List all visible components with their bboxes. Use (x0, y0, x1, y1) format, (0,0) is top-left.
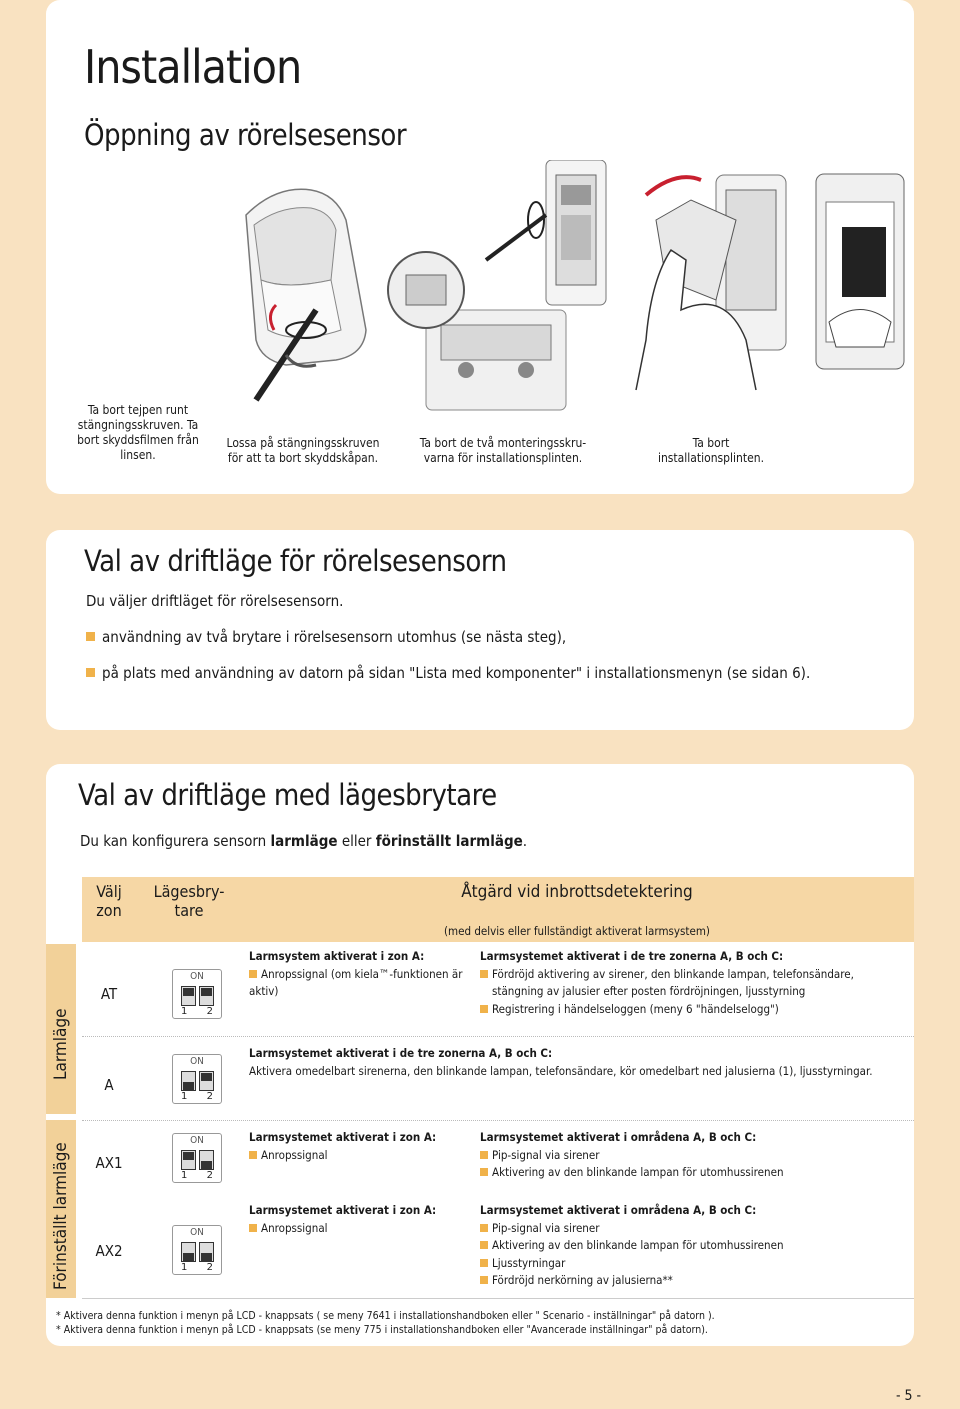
switch-intro: Du kan konfigurera sensorn larmläge eller förinställt larmläge. (80, 832, 528, 850)
board-illustration (466, 160, 641, 310)
header-col-action-sub: (med delvis eller fullständigt aktiverat larmsystem) (444, 924, 710, 938)
bullet-icon (86, 632, 95, 641)
mode-bullet-1: användning av två brytare i rörelsesensorn utomhus (se nästa steg), (86, 628, 566, 646)
installation-panel (46, 0, 914, 494)
mode-bullet-2: på plats med användning av datorn på sidan "Lista med komponenter" i installationsmenyn (se sidan 6). (86, 664, 810, 682)
zone-at: AT (100, 985, 118, 1003)
footnote-2: * Aktivera denna funktion i menyn på LCD - knappsats (se meny 775 i installationshandboken eller "Avancerade inställningar" på datorn). (56, 1324, 708, 1336)
plinth-illustration (814, 172, 906, 372)
separator (82, 1036, 914, 1037)
row-ax1-left: Larmsystemet aktiverat i zon A: Anropssignal (249, 1130, 437, 1162)
hand-illustration (626, 160, 796, 400)
section-title-opening: Öppning av rörelsesensor (84, 118, 407, 152)
dip-switch-a: ON 1 2 (172, 1054, 222, 1104)
group-label-alarm: Larmläge (51, 1008, 71, 1080)
separator (82, 1120, 914, 1121)
row-at-left: Larmsystem aktiverat i zon A: Anropssignal (om kiela™-funktionen är aktiv) (249, 949, 463, 998)
zone-ax2: AX2 (95, 1242, 123, 1260)
row-ax2-left: Larmsystemet aktiverat i zon A: Anropssignal (249, 1203, 437, 1235)
caption-step-1: Ta bort tejpen runt stängningsskruven. Ta bort skyddsfilmen från linsen. (77, 403, 199, 462)
row-at-right: Larmsystemet aktiverat i de tre zonerna A, B och C: Fördröjd aktivering av sirener, den blinkande lampan, telefonsändare, stängning av jalusier efter posten fördröjningen, ljusstyrning Registrering i händelseloggen (meny 6 "händelselogg") (480, 949, 854, 1016)
dip-switch-ax2: ON 1 2 (172, 1225, 222, 1275)
caption-step-2: Lossa på stängningsskruven för att ta bort skyddskåpan. (226, 436, 380, 465)
group-label-preset: Förinställt larmläge (51, 1142, 71, 1290)
mode-selection-panel (46, 530, 914, 730)
row-ax1-right: Larmsystemet aktiverat i områdena A, B och C: Pip-signal via sirener Aktivering av den blinkande lampan för utomhussirenen (480, 1130, 784, 1179)
section-title-mode: Val av driftläge för rörelsesensorn (84, 544, 507, 578)
row-a-text: Larmsystemet aktiverat i de tre zonerna A, B och C: Aktivera omedelbart sirenerna, den blinkande lampan, telefonsändare, kör omedelbart ned jalusierna (1), ljusstyrningar. (249, 1046, 873, 1078)
header-col-switch: Lägesbry-tare (153, 882, 225, 920)
separator (82, 1298, 914, 1299)
zone-a: A (104, 1076, 114, 1094)
dip-switch-at: ON 1 2 (172, 969, 222, 1019)
bullet-icon (86, 668, 95, 677)
caption-step-4: Ta bort installationsplinten. (657, 436, 765, 465)
page-number: - 5 - (896, 1388, 922, 1404)
header-col-action: Åtgärd vid inbrottsdetektering (461, 882, 693, 902)
row-ax2-right: Larmsystemet aktiverat i områdena A, B och C: Pip-signal via sirener Aktivering av den blinkande lampan för utomhussirenen Ljusstyrningar Fördröjd nerkörning av jalusierna** (480, 1203, 784, 1287)
caption-step-3: Ta bort de två monteringsskru-varna för installationsplinten. (419, 436, 587, 465)
footnote-1: * Aktivera denna funktion i menyn på LCD - knappsats ( se meny 7641 i installationshandboken eller " Scenario - inställningar" på datorn ). (56, 1310, 715, 1322)
section-title-switch: Val av driftläge med lägesbrytare (78, 778, 497, 812)
zone-ax1: AX1 (95, 1154, 123, 1172)
dip-switch-ax1: ON 1 2 (172, 1133, 222, 1183)
mode-intro: Du väljer driftläget för rörelsesensorn. (86, 592, 344, 610)
sensor-tape-illustration (216, 180, 391, 410)
page-title: Installation (84, 40, 302, 94)
header-col-zone: Välj zon (96, 882, 122, 920)
